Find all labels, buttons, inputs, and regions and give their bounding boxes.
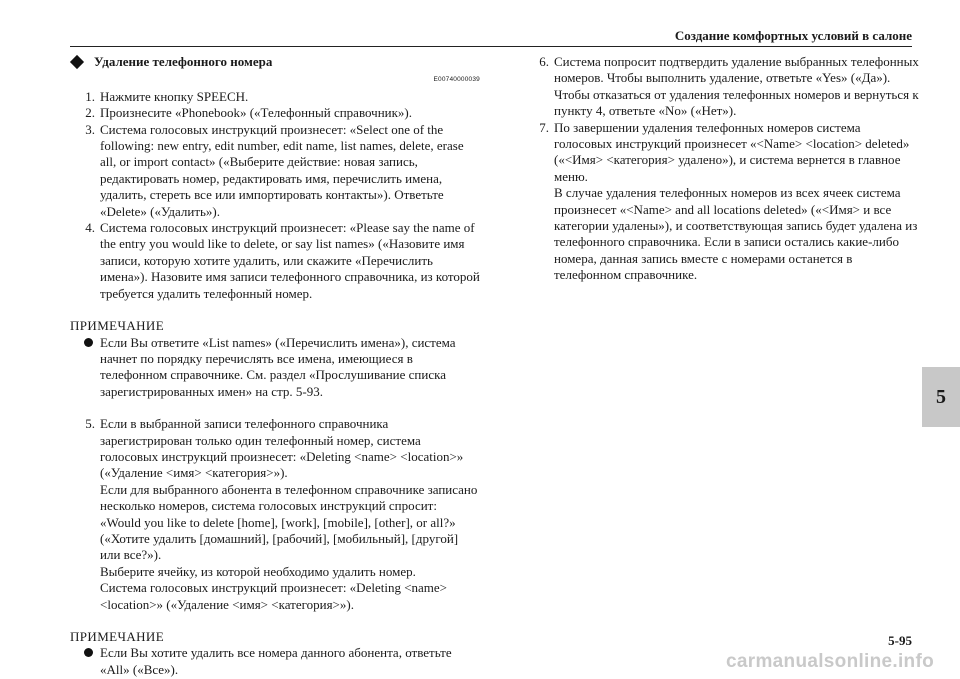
- step-text: Система голосовых инструкций произнесет: «Please say the name of the entry you would like to delete, or say list names» («Назовите имя записи, которую хотите удалить, или скажите «Перечислить имена»). Назовите имя записи телефонного справочника, из которой требуется удалить телефонный номер.: [100, 220, 480, 301]
- bullet-dot-icon: [84, 648, 93, 657]
- list-item: [524, 54, 920, 120]
- page-number: 5-95: [888, 633, 912, 648]
- step-text: Выберите ячейку, из которой необходимо удалить номер.: [100, 563, 416, 579]
- note-text: Если Вы хотите удалить все номера данного абонента, ответьте «All» («Все»).: [100, 645, 452, 677]
- section-heading: [70, 54, 480, 70]
- step-text: Произнесите «Phonebook» («Телефонный справочник»).: [100, 105, 413, 121]
- bullet-dot-icon: [84, 338, 93, 347]
- step-text: Система попросит подтвердить удаление выбранных телефонных номеров. Чтобы выполнить удаление, ответьте «Yes» («Да»). Чтобы отказаться от удаления телефонных номеров и вернуться к пункту 4, ответьте «No» («Нет»).: [554, 54, 919, 119]
- step-text: Если в выбранной записи телефонного справочника зарегистрирован только один телефонный номер, система голосовых инструкций произнесет: «Deleting <name> <location>» («Удаление <имя> <категория>»).: [100, 416, 464, 481]
- step-text: В случае удаления телефонных номеров из всех ячеек система произнесет «<Name> and all locations deleted» («<Имя> и все категории удалены»), и соответствующая запись будет удалена из телефонного справочника. Если в записи остались какие-либо номера, данная запись вместе с номерами останется в телефонном справочнике.: [554, 185, 918, 283]
- step-number: 1.: [85, 88, 95, 104]
- chapter-tab: 5: [922, 367, 960, 427]
- right-column: [524, 54, 920, 284]
- step-number: 6.: [539, 54, 549, 69]
- diamond-bullet-icon: [70, 55, 84, 69]
- list-item: [70, 89, 480, 105]
- step-text: Система голосовых инструкций произнесет: «Deleting <name> <location>» («Удаление <имя> <категория>»).: [100, 580, 448, 612]
- note-title: ПРИМЕЧАНИЕ: [70, 318, 165, 334]
- step-text: Нажмите кнопку SPEECH.: [100, 88, 249, 104]
- page-header-title: Создание комфортных условий в салоне: [674, 28, 912, 43]
- list-item: [524, 120, 920, 284]
- note-text: Если Вы ответите «List names» («Перечислить имена»), система начнет по порядку перечислять все имена, имеющиеся в телефонном справочнике. См. раздел «Прослушивание списка зарегистрированных имен» на стр. 5-93.: [100, 334, 456, 399]
- step-text: По завершении удаления телефонных номеров система голосовых инструкций произнесет «<Name> <location> deleted» («<Имя> <категория> удалено»), и система вернется в главное меню.: [554, 119, 910, 184]
- section-code: E00740000039: [433, 76, 480, 84]
- list-item: [70, 122, 480, 220]
- step-text: Если для выбранного абонента в телефонном справочнике записано несколько номеров, система голосовых инструкций спросит: «Would you like to delete [home], [work], [mobile], [other], or all?» («Хотите удалить [домашний], [рабочий], [мобильный], [другой] или все?»).: [100, 481, 478, 563]
- step-number: 3.: [85, 121, 95, 137]
- step-number: 5.: [85, 416, 95, 432]
- list-item: [70, 105, 480, 121]
- note-title: ПРИМЕЧАНИЕ: [70, 629, 165, 644]
- section-title: Удаление телефонного номера: [94, 54, 273, 69]
- note-item: [70, 335, 480, 401]
- step-number: 4.: [85, 220, 95, 236]
- note-item: [70, 645, 480, 678]
- step-number: 2.: [85, 105, 95, 121]
- steps-list-left: [70, 89, 480, 302]
- step-text: Система голосовых инструкций произнесет: «Select one of the following: new entry, edit number, edit name, list names, delete, erase all, or import contact» («Выберите действие: новая запись, редактировать номер, редактировать имя, перечислить имена, удалить, стереть все или импортировать контакты»). Ответьте «Delete» («Удалить»).: [100, 121, 464, 219]
- step-number: 7.: [539, 119, 549, 135]
- list-item: [70, 416, 480, 613]
- watermark: carmanualsonline.info: [726, 651, 934, 672]
- left-column: [70, 54, 480, 678]
- list-item: [70, 220, 480, 302]
- header-rule: [70, 46, 912, 47]
